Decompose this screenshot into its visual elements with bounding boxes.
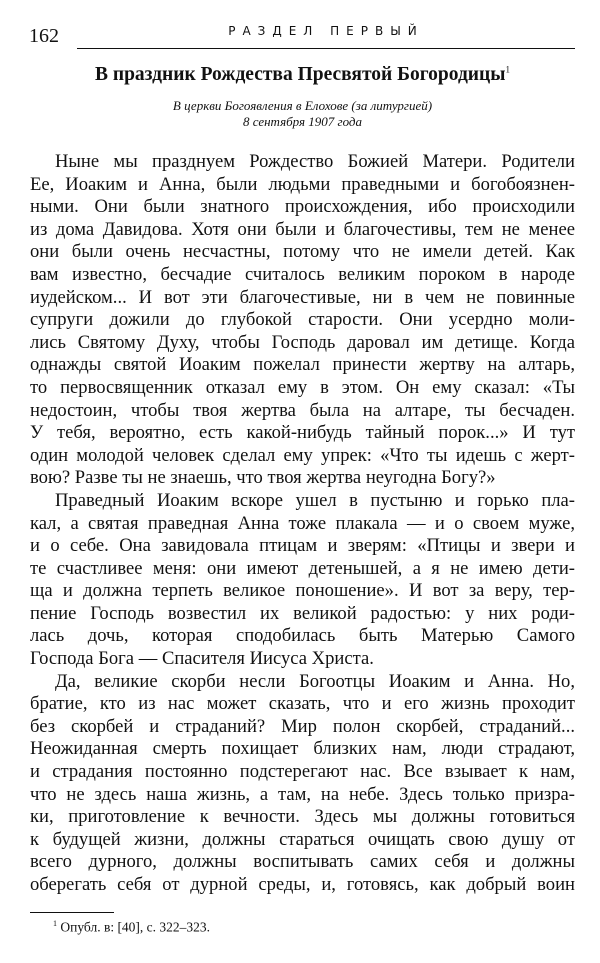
- article-title: [30, 64, 575, 86]
- text-line: вам известно, бесчадие считалось великим пороком в народе: [30, 263, 575, 285]
- header-rule: [77, 48, 575, 49]
- text-line: один молодой человек сделал ему упрек: «Что ты идешь с жерт-: [30, 444, 575, 466]
- text-line: и о себе. Она завидовала птицам и зверям: «Птицы и звери и: [30, 535, 575, 557]
- text-line: без скорбей и страданий? Мир полон скорбей, страданий...: [30, 715, 575, 737]
- text-line: ща и должна терпеть великое поношение». И вот за веру, тер-: [30, 580, 575, 602]
- text-line: Неожиданная смерть похищает близких нам, люди страдают,: [30, 738, 575, 760]
- text-line: лась дочь, которая сподобилась быть Матерью Самого: [30, 625, 575, 647]
- page-number: 162: [29, 25, 59, 47]
- text-line: Праведный Иоаким вскоре ушел в пустыню и горько пла-: [55, 489, 575, 511]
- text-line: Ныне мы празднуем Рождество Божией Матери. Родители: [55, 151, 575, 172]
- text-line: они были очень несчастны, потому что не имели детей. Как: [30, 241, 575, 263]
- text-line: Господа Бога — Спасителя Иисуса Христа.: [30, 648, 374, 670]
- body-text: [30, 151, 575, 897]
- text-line: что не здесь наша жизнь, а там, на небе. Здесь только призра-: [30, 783, 575, 805]
- footnote-rule: [30, 912, 114, 913]
- footnote-text: Опубл. в: [40], с. 322–323.: [60, 919, 211, 935]
- text-line: кал, а святая праведная Анна тоже плакала — и о своем муже,: [30, 512, 575, 534]
- running-title: РАЗДЕЛ ПЕРВЫЙ: [228, 24, 424, 38]
- text-line: ки, приготовление к вечности. Здесь мы должны готовиться: [30, 806, 575, 828]
- text-line: иудейском... И вот эти благочестивые, ни в чем не повинные: [30, 286, 575, 308]
- title-footnote-mark[interactable]: 1: [505, 64, 511, 75]
- text-line: братие, кто из нас может сказать, что и его жизнь проходит: [30, 693, 575, 715]
- text-line: Да, великие скорби несли Богоотцы Иоаким и Анна. Но,: [55, 670, 575, 692]
- text-line: те счастливее меня: они имеют детенышей, а я не имею дети-: [30, 557, 575, 579]
- text-line: из дома Давидова. Хотя они были и благочестивы, тем не менее: [30, 218, 575, 240]
- text-line: У тебя, вероятно, есть какой-нибудь тайный порок...» И тут: [30, 422, 575, 444]
- subtitle-date: 8 сентября 1907 года: [242, 114, 363, 129]
- text-line: всего дурного, должны воспитывать самих себя и должны: [30, 851, 575, 873]
- footnote-mark: 1: [53, 919, 57, 928]
- text-line: вою? Разве ты не знаешь, что твоя жертва неугодна Богу?»: [30, 467, 496, 489]
- footnote: [53, 919, 210, 936]
- text-line: к будущей жизни, должны стараться очищать свою душу от: [30, 828, 575, 850]
- subtitle-location: В церкви Богоявления в Елохове (за литургией): [172, 98, 433, 113]
- text-line: недостоин, чтобы твоя жертва была на алтаре, ты бесчаден.: [30, 399, 575, 421]
- text-line: ными. Они были знатного происхождения, ибо происходили: [30, 196, 575, 218]
- text-line: и страдания постоянно подстерегают нас. Все взывает к нам,: [30, 761, 575, 783]
- title-text: В праздник Рождества Пресвятой Богородицы: [94, 64, 506, 85]
- text-line: однажды святой Иоаким пожелал принести жертву на алтарь,: [30, 354, 575, 376]
- text-line: Ее, Иоаким и Анна, были людьми праведными и богобоязнен-: [30, 173, 575, 195]
- text-line: лись Святому Духу, чтобы Господь даровал им детище. Когда: [30, 331, 575, 353]
- text-line: то первосвященник отказал ему в этом. Он ему сказал: «Ты: [30, 376, 575, 398]
- text-line: пение Господь возвестил их великой радостью: у них роди-: [30, 602, 575, 624]
- text-line: супруги дожили до глубокой старости. Они усердно моли-: [30, 309, 575, 331]
- text-line: оберегать себя от дурной среды, и, готовясь, как добрый воин: [30, 874, 575, 895]
